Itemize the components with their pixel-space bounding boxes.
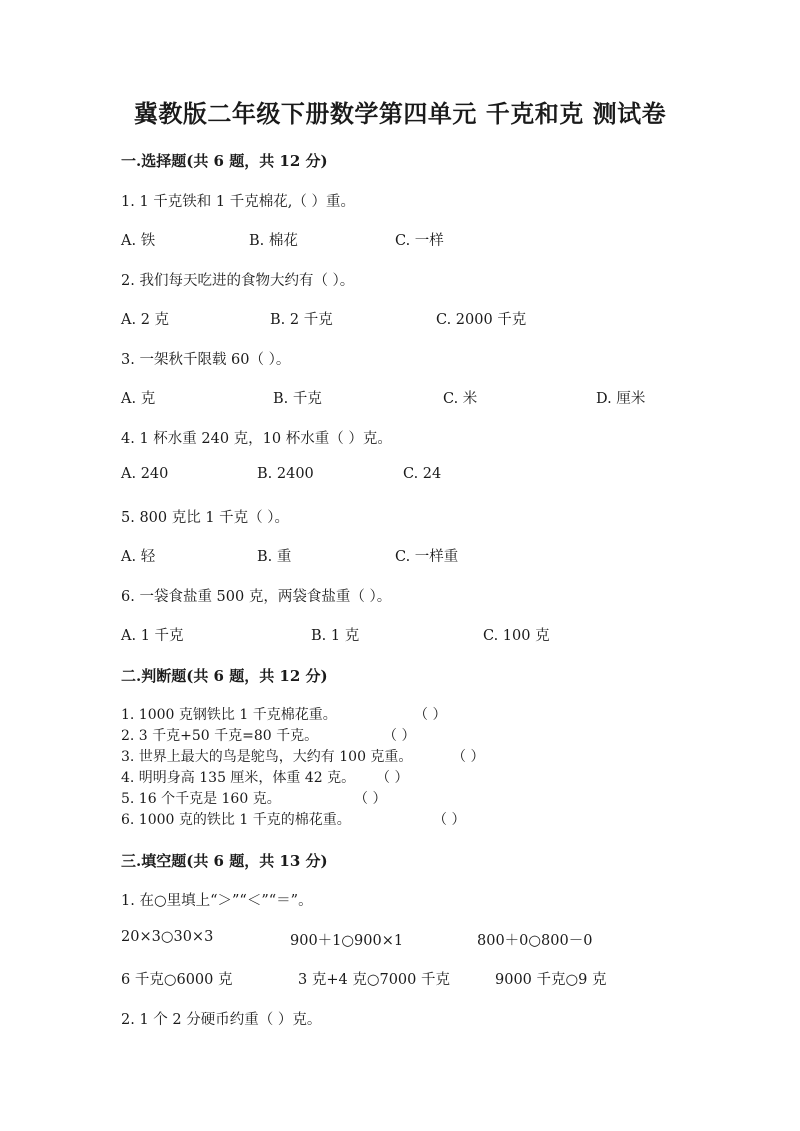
answer-blank: （ ） — [383, 728, 416, 744]
question-text: 6. 一袋食盐重 500 克，两袋食盐重（ ）。 — [121, 589, 392, 605]
option: B. 2 千克 — [270, 312, 333, 328]
question-text: 4. 1 杯水重 240 克，10 杯水重（ ）克。 — [121, 431, 392, 447]
option: C. 一样重 — [395, 549, 459, 565]
judge-item — [121, 767, 409, 787]
judge-text: 2. 3 千克+50 千克=80 千克。 — [121, 728, 319, 744]
question-text: 2. 1 个 2 分硬币约重（ ）克。 — [121, 1012, 322, 1028]
comparison-item: 3 克+4 克○7000 千克 — [298, 972, 450, 988]
answer-blank: （ ） — [354, 791, 387, 807]
judge-item — [121, 704, 447, 724]
option: A. 2 克 — [121, 312, 170, 328]
option: B. 2400 — [257, 466, 314, 482]
question-text: 1. 在○里填上“＞”“＜”“＝”。 — [121, 893, 313, 909]
judge-text: 6. 1000 克的铁比 1 千克的棉花重。 — [121, 812, 351, 828]
section-heading-choice: 一.选择题(共 6 题，共 12 分) — [121, 152, 328, 170]
option: C. 米 — [443, 391, 478, 407]
option: C. 24 — [403, 466, 442, 482]
option: A. 1 千克 — [121, 628, 184, 644]
option: A. 铁 — [121, 233, 156, 249]
judge-item — [121, 809, 466, 829]
option: B. 1 克 — [311, 628, 360, 644]
option: B. 千克 — [273, 391, 322, 407]
section-heading-fill: 三.填空题(共 6 题，共 13 分) — [121, 852, 328, 870]
option: D. 厘米 — [596, 391, 646, 407]
judge-text: 1. 1000 克钢铁比 1 千克棉花重。 — [121, 707, 337, 723]
question-text: 2. 我们每天吃进的食物大约有（ ）。 — [121, 273, 355, 289]
option: C. 100 克 — [483, 628, 550, 644]
comparison-item: 900＋1○900×1 — [290, 933, 404, 949]
option: A. 240 — [121, 466, 169, 482]
comparison-item: 20×3○30×3 — [121, 929, 214, 945]
judge-item — [121, 788, 387, 808]
judge-item — [121, 746, 485, 766]
option: A. 克 — [121, 391, 156, 407]
section-heading-judge: 二.判断题(共 6 题，共 12 分) — [121, 667, 328, 685]
comparison-item: 800＋0○800－0 — [477, 933, 593, 949]
comparison-item: 6 千克○6000 克 — [121, 972, 233, 988]
comparison-item: 9000 千克○9 克 — [495, 972, 607, 988]
option: A. 轻 — [121, 549, 156, 565]
page-title: 冀教版二年级下册数学第四单元 千克和克 测试卷 — [133, 99, 667, 128]
judge-text: 5. 16 个千克是 160 克。 — [121, 791, 281, 807]
question-text: 1. 1 千克铁和 1 千克棉花,（ ）重。 — [121, 194, 355, 210]
answer-blank: （ ） — [452, 749, 485, 765]
option: C. 一样 — [395, 233, 444, 249]
option: B. 棉花 — [249, 233, 298, 249]
question-text: 5. 800 克比 1 千克（ ）。 — [121, 510, 290, 526]
judge-item — [121, 725, 416, 745]
option: B. 重 — [257, 549, 292, 565]
judge-text: 3. 世界上最大的鸟是鸵鸟，大约有 100 克重。 — [121, 749, 413, 765]
option: C. 2000 千克 — [436, 312, 527, 328]
judge-text: 4. 明明身高 135 厘米，体重 42 克。 — [121, 770, 356, 786]
answer-blank: （ ） — [433, 812, 466, 828]
question-text: 3. 一架秋千限载 60（ ）。 — [121, 352, 291, 368]
answer-blank: （ ） — [376, 770, 409, 786]
answer-blank: （ ） — [414, 707, 447, 723]
